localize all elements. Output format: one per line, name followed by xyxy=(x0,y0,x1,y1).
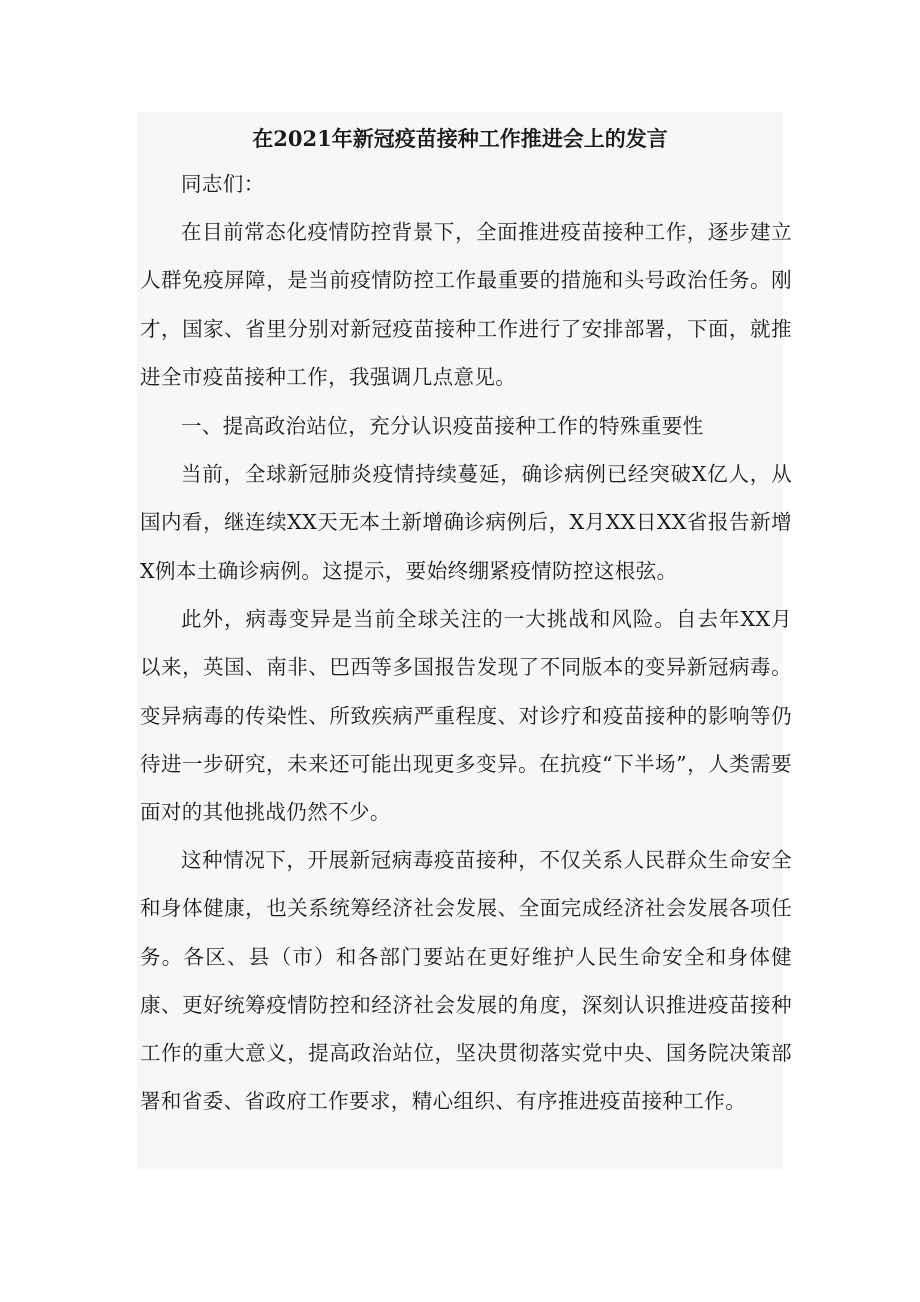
document-body xyxy=(137,112,792,1170)
paragraph-situation: 当前，全球新冠肺炎疫情持续蔓延，确诊病例已经突破X亿人，从国内看，继连续XX天无本土新增确诊病例后，X月XX日XX省报告新增X例本土确诊病例。这提示，要始终绷紧疫情防控这根弦。 xyxy=(140,462,792,583)
paragraph-significance: 这种情况下，开展新冠病毒疫苗接种，不仅关系人民群众生命安全和身体健康，也关系统筹经济社会发展、全面完成经济社会发展各项任务。各区、县（市）和各部门要站在更好维护人民生命安全和身体健康、更好统筹疫情防控和经济社会发展的角度，深刻认识推进疫苗接种工作的重大意义，提高政治站位，坚决贯彻落实党中央、国务院决策部署和省委、省政府工作要求，精心组织、有序推进疫苗接种工作。 xyxy=(140,848,792,1114)
document-title: 在2021年新冠疫苗接种工作推进会上的发言 xyxy=(252,126,668,151)
greeting: 同志们： xyxy=(181,172,265,196)
paragraph-intro: 在目前常态化疫情防控背景下，全面推进疫苗接种工作，逐步建立人群免疫屏障，是当前疫情防控工作最重要的措施和头号政治任务。刚才，国家、省里分别对新冠疫苗接种工作进行了安排部署，下面，就推进全市疫苗接种工作，我强调几点意见。 xyxy=(140,220,792,389)
paragraph-variants: 此外，病毒变异是当前全球关注的一大挑战和风险。自去年XX月以来，英国、南非、巴西等多国报告发现了不同版本的变异新冠病毒。变异病毒的传染性、所致疾病严重程度、对诊疗和疫苗接种的影响等仍待进一步研究，未来还可能出现更多变异。在抗疫“下半场”，人类需要面对的其他挑战仍然不少。 xyxy=(140,607,792,825)
section-heading-1: 一、提高政治站位，充分认识疫苗接种工作的特殊重要性 xyxy=(181,414,704,438)
